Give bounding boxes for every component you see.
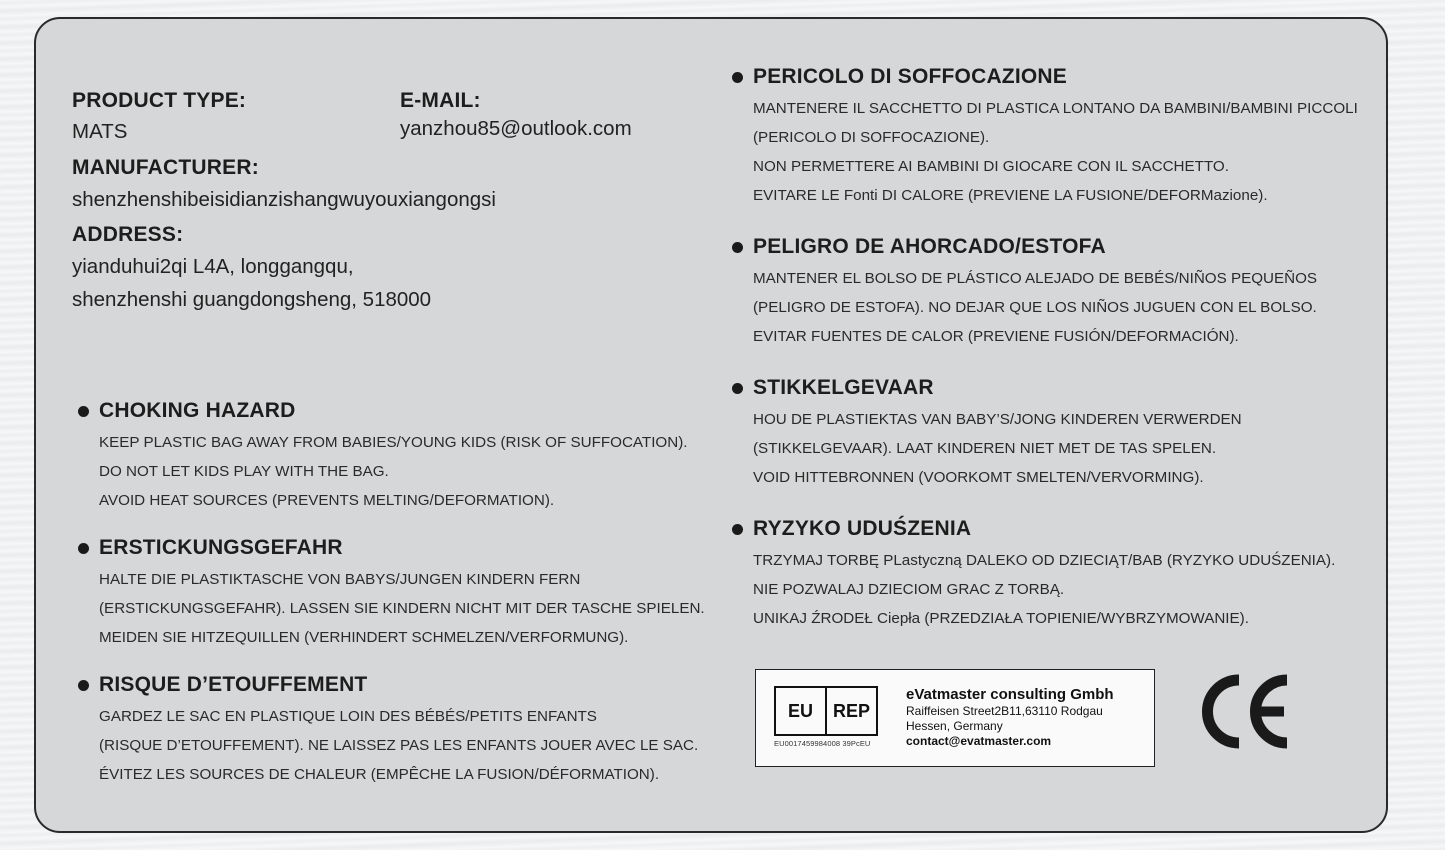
address-label: ADDRESS:: [72, 223, 184, 246]
warning-line: NON PERMETTERE AI BAMBINI DI GIOCARE CON IL SACCHETTO.: [753, 158, 1229, 175]
warning-line: NIE POZWALAJ DZIECIOM GRAC Z TORBĄ.: [753, 581, 1065, 598]
product-type-value: MATS: [72, 120, 128, 143]
warning-pericolo-soffocazione: [753, 64, 1358, 210]
warning-line: AVOID HEAT SOURCES (PREVENTS MELTING/DEFORMATION).: [99, 492, 555, 509]
warning-peligro-ahorcado: [753, 234, 1317, 351]
warning-line: DO NOT LET KIDS PLAY WITH THE BAG.: [99, 463, 389, 480]
warning-line: (ERSTICKUNGSGEFAHR). LASSEN SIE KINDERN NICHT MIT DER TASCHE SPIELEN.: [99, 600, 705, 617]
product-label-card: [34, 17, 1388, 833]
warning-title: STIKKELGEVAAR: [753, 376, 934, 399]
warning-line: MANTENER EL BOLSO DE PLÁSTICO ALEJADO DE BEBÉS/NIÑOS PEQUEÑOS: [753, 270, 1318, 287]
bullet-dot-icon: [78, 543, 89, 554]
warning-line: (PERICOLO DI SOFFOCAZIONE).: [753, 129, 990, 146]
warning-stikkelgevaar: [753, 375, 1242, 492]
email-block: [400, 89, 632, 141]
eu-rep-id: EU0017459984008 39PcEU: [774, 739, 871, 748]
eu-rep-details: [906, 686, 1114, 749]
manufacturer-label: MANUFACTURER:: [72, 156, 259, 179]
warning-erstickungsgefahr: [99, 535, 705, 652]
warning-line: EVITAR FUENTES DE CALOR (PREVIENE FUSIÓN/DEFORMACIÓN).: [753, 328, 1239, 345]
warning-line: (PELIGRO DE ESTOFA). NO DEJAR QUE LOS NIÑOS JUGUEN CON EL BOLSO.: [753, 299, 1317, 316]
warning-line: GARDEZ LE SAC EN PLASTIQUE LOIN DES BÉBÉS/PETITS ENFANTS: [99, 708, 597, 725]
manufacturer-block: [72, 156, 496, 212]
warning-line: MANTENERE IL SACCHETTO DI PLASTICA LONTANO DA BAMBINI/BAMBINI PICCOLI: [753, 100, 1358, 117]
warning-line: MEIDEN SIE HITZEQUILLEN (VERHINDERT SCHMELZEN/VERFORMUNG).: [99, 629, 629, 646]
warning-line: VOID HITTEBRONNEN (VOORKOMT SMELTEN/VERVORMING).: [753, 469, 1204, 486]
product-type-label: PRODUCT TYPE:: [72, 89, 247, 112]
eu-rep-contact: contact@evatmaster.com: [906, 734, 1052, 748]
eu-rep-logo: [774, 686, 878, 736]
warning-line: TRZYMAJ TORBĘ PLastyczną DALEKO OD DZIECIĄT/BAB (RYZYKO UDUŚZENIA).: [753, 552, 1336, 569]
warning-risque-etouffement: [99, 672, 698, 789]
manufacturer-value: shenzhenshibeisidianzishangwuyouxiangongsi: [72, 188, 496, 211]
eu-rep-company: eVatmaster consulting Gmbh: [906, 686, 1114, 703]
warning-title: RISQUE D’ETOUFFEMENT: [99, 673, 368, 696]
warning-title: RYZYKO UDUŚZENIA: [753, 517, 972, 540]
email-label: E-MAIL:: [400, 89, 481, 112]
eu-representative-box: [755, 669, 1155, 767]
warning-line: KEEP PLASTIC BAG AWAY FROM BABIES/YOUNG KIDS (RISK OF SUFFOCATION).: [99, 434, 688, 451]
warning-title: CHOKING HAZARD: [99, 399, 296, 422]
bullet-dot-icon: [732, 524, 743, 535]
ce-mark-icon: [1196, 674, 1291, 749]
warning-line: UNIKAJ ŹRODEŁ Ciepła (PRZEDZIAŁA TOPIENIE/WYBRZYMOWANIE).: [753, 610, 1249, 627]
warning-line: HALTE DIE PLASTIKTASCHE VON BABYS/JUNGEN KINDERN FERN: [99, 571, 581, 588]
warning-line: EVITARE LE Fonti DI CALORE (PREVIENE LA FUSIONE/DEFORMazione).: [753, 187, 1268, 204]
warning-line: (STIKKELGEVAAR). LAAT KINDEREN NIET MET DE TAS SPELEN.: [753, 440, 1217, 457]
warning-line: HOU DE PLASTIEKTAS VAN BABY’S/JONG KINDEREN VERWERDEN: [753, 411, 1242, 428]
eu-rep-region: Hessen, Germany: [906, 719, 1003, 733]
eu-rep-street: Raiffeisen Street2B11,63110 Rodgau: [906, 704, 1103, 718]
bullet-dot-icon: [732, 383, 743, 394]
bullet-dot-icon: [78, 680, 89, 691]
eu-rep-rep-label: REP: [832, 700, 870, 721]
bullet-dot-icon: [78, 406, 89, 417]
address-line-2: shenzhenshi guangdongsheng, 518000: [72, 288, 432, 311]
bullet-dot-icon: [732, 72, 743, 83]
product-type-block: [72, 89, 246, 144]
email-value: yanzhou85@outlook.com: [400, 117, 632, 140]
warning-choking-hazard: [99, 398, 687, 515]
warning-ryzyko-uduszenia: [753, 516, 1335, 633]
warning-title: ERSTICKUNGSGEFAHR: [99, 536, 343, 559]
bullet-dot-icon: [732, 242, 743, 253]
warning-title: PELIGRO DE AHORCADO/ESTOFA: [753, 235, 1106, 258]
eu-rep-eu-label: EU: [776, 688, 827, 734]
address-line-1: yianduhui2qi L4A, longgangqu,: [72, 255, 354, 278]
warning-title: PERICOLO DI SOFFOCAZIONE: [753, 65, 1067, 88]
warning-line: ÉVITEZ LES SOURCES DE CHALEUR (EMPÊCHE LA FUSION/DÉFORMATION).: [99, 766, 660, 783]
warning-line: (RISQUE D’ETOUFFEMENT). NE LAISSEZ PAS LES ENFANTS JOUER AVEC LE SAC.: [99, 737, 699, 754]
address-block: [72, 223, 431, 312]
